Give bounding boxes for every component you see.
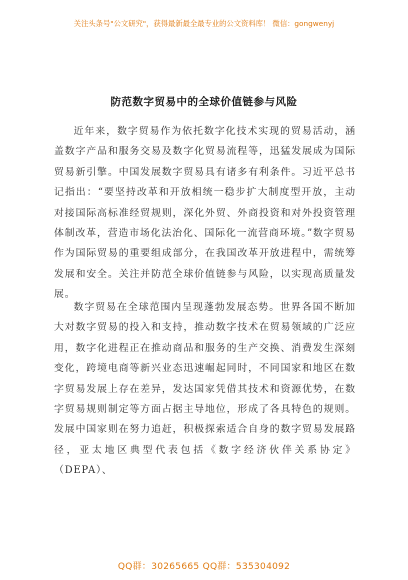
footer-contact: QQ群：30265665 QQ群：535304092	[117, 562, 291, 572]
paragraph-2: 数字贸易在全球范围内呈现蓬勃发展态势。世界各国不断加大对数字贸易的投入和支持，推动数字技术在贸易领域的广泛应用，数字化进程正在推动商品和服务的生产交换、消费发生深刻变化，跨境电商等新兴业态迅速崛起同时，不同国家和地区在数字贸易发展上存在差异，发达国家凭借其技术和资源优势，在数字贸易规则制定等方面占据主导地位，形成了各具特色的规则。发展中国家则在努力追赶，积极探索适合自身的数字贸易发展路径，亚太地区典型代表包括《数字经济伙伴关系协定》（DEPA）、	[54, 302, 356, 477]
header-notice: 关注头条号"公文研究"，获得最新最全最专业的公文资料库！ 微信：gongwenyj	[73, 19, 335, 28]
document-title: 防范数字贸易中的全球价值链参与风险	[110, 96, 298, 108]
paragraph-1: 近年来，数字贸易作为依托数字化技术实现的贸易活动，涵盖数字产品和服务交易及数字化贸易流程等，迅猛发展成为国际贸易新引擎。中国发展数字贸易具有诸多有利条件。习近平总书记指出：“要坚持改革和开放相统一稳步扩大制度型开放，主动对接国际高标准经贸规则，深化外贸、外商投资和对外投资管理体制改革，营造市场化法治化、国际化一流营商环境。”数字贸易作为国际贸易的重要组成部分，在我国改革开放进程中，需统筹发展和安全。关注并防范全球价值链参与风险，以实现高质量发展。	[54, 126, 356, 301]
